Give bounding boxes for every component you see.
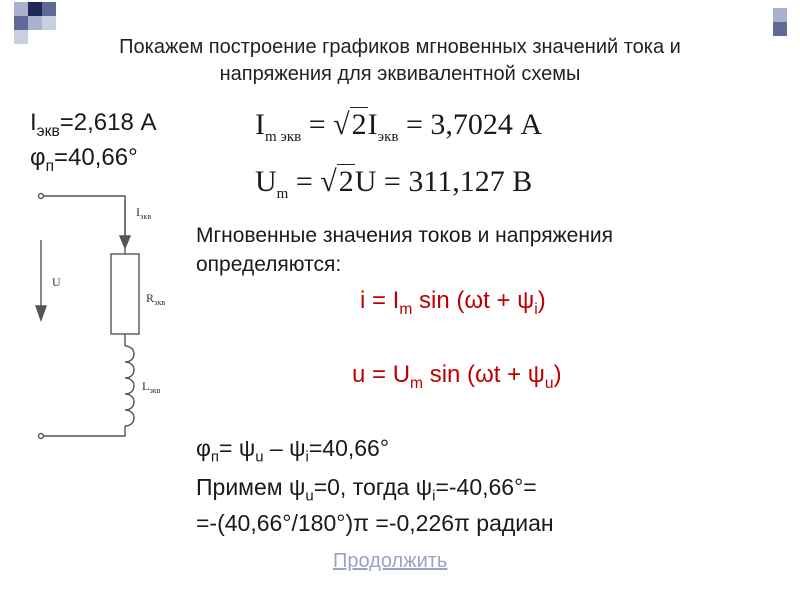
- sqrt-sign: √2: [320, 165, 354, 198]
- terminal-bottom: [39, 434, 44, 439]
- inductor: [125, 346, 134, 426]
- description: Мгновенные значения токов и напряжения определяются:: [196, 224, 614, 276]
- label-resistor: $R_{экв}$: [146, 291, 166, 307]
- title-line-1: Покажем построение графиков мгновенных значений тока и: [119, 36, 681, 58]
- sqrt-sign: √2: [333, 108, 367, 141]
- label-voltage: U: [52, 275, 61, 289]
- formula-im: $I_{m экв} = √2I_{экв} = 3,7024$ А: [255, 108, 543, 145]
- terminal-top: [39, 194, 44, 199]
- voltage-arrow-head: [36, 306, 46, 320]
- resistor: [111, 254, 139, 334]
- label-current: $I_{экв}$: [136, 205, 152, 221]
- wire-bottom: [44, 426, 125, 436]
- phase-difference: $\varphi_п= \psi_u - \psi_i=40,66^\circ$: [196, 435, 390, 466]
- radian-result: =-(40,66°/180°)π =-0,226π радиан: [196, 510, 554, 536]
- given-current: $I_{экв}=2,618$ А: [30, 109, 157, 140]
- continue-link[interactable]: Продолжить: [333, 550, 448, 572]
- title-line-2: напряжения для эквивалентной схемы: [219, 63, 581, 85]
- formula-um: $U_m = √2U = 311,127$ В: [255, 165, 533, 202]
- assumption-line: Примем $\psi_u=0$, тогда $\psi_i=-40,66^\circ=$: [196, 474, 537, 505]
- equation-voltage: $u = U_m$ $\sin (\omega t + \psi_u)$: [352, 361, 562, 392]
- equation-current: $i = I_m$ $\sin (\omega t + \psi_i)$: [360, 287, 546, 318]
- wire-top: [44, 196, 125, 254]
- label-inductor: $L_{экв}$: [142, 379, 161, 395]
- given-phase: $\varphi_п=40,66^\circ$: [30, 144, 138, 175]
- current-arrow-head: [120, 236, 130, 248]
